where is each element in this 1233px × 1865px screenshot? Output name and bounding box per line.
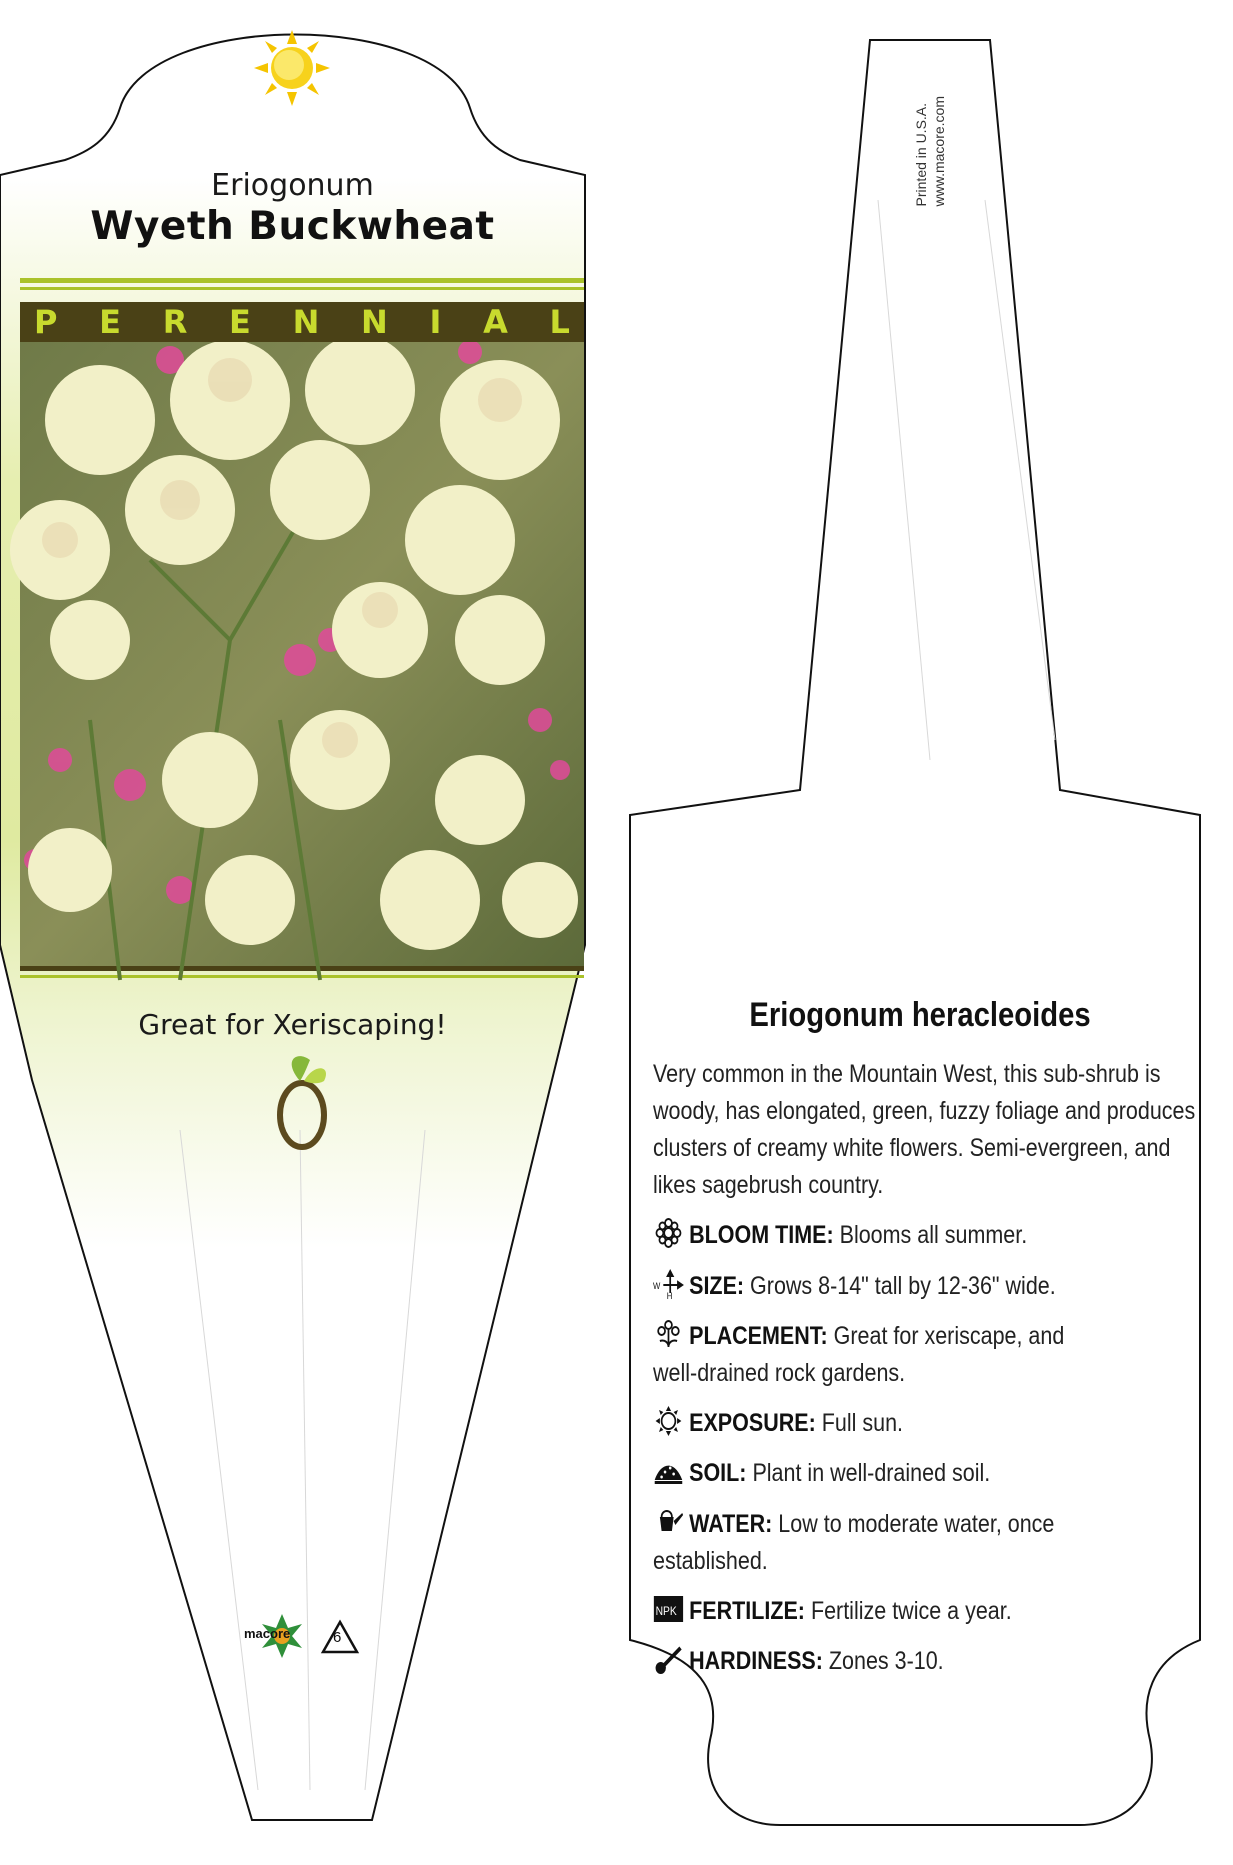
attribute-value: Zones 3-10. (828, 1647, 944, 1675)
category-letter: A (483, 303, 508, 341)
attribute-size (653, 1268, 1066, 1305)
common-name: Wyeth Buckwheat (90, 204, 495, 249)
attribute-value: Full sun. (821, 1409, 904, 1437)
category-letter: R (162, 303, 188, 341)
attribute-value: Blooms all summer. (839, 1221, 1028, 1249)
sun-icon (254, 30, 330, 106)
printed-info (912, 96, 948, 206)
attribute-value: Fertilize twice a year. (810, 1597, 1012, 1625)
category-letter: E (99, 303, 121, 341)
attribute-value: Low to moderate water, once established. (653, 1510, 1055, 1575)
attribute-fertilize (653, 1593, 1066, 1630)
attribute-hardiness (653, 1643, 1066, 1680)
attribute-label: FERTILIZE: (689, 1597, 805, 1625)
attribute-value: Great for xeriscape, and well-drained rock gardens. (653, 1322, 1065, 1387)
attribute-label: SIZE: (689, 1272, 745, 1300)
genus-name: Eriogonum (211, 168, 374, 203)
svg-text:H: H (666, 1290, 673, 1299)
category-letter: N (292, 303, 320, 341)
attribute-value: Grows 8-14" tall by 12-36" wide. (750, 1272, 1056, 1300)
attribute-label: SOIL: (689, 1459, 747, 1487)
category-letter: E (229, 303, 251, 341)
recycle-code: 6 (333, 1629, 342, 1646)
attribute-label: EXPOSURE: (689, 1409, 816, 1437)
attribute-label: HARDINESS: (689, 1647, 823, 1675)
website-line: www.macore.com (931, 96, 947, 207)
attribute-water (653, 1506, 1066, 1580)
attribute-label: WATER: (689, 1510, 773, 1538)
category-letter: I (429, 303, 442, 341)
attribute-bloom-time (653, 1217, 1066, 1254)
tagline: Great for Xeriscaping! (138, 1008, 447, 1041)
svg-text:NPK: NPK (655, 1605, 677, 1619)
placement-plant-icon (653, 1319, 684, 1349)
category-letter: N (361, 303, 388, 341)
attribute-exposure (653, 1405, 1066, 1442)
attribute-label: PLACEMENT: (689, 1322, 828, 1350)
attribute-placement (653, 1318, 1066, 1392)
scientific-name: Eriogonum heracleoides (749, 996, 1091, 1034)
description: Very common in the Mountain West, this sub-shrub is woody, has elongated, green, fuzzy foliage and produces clusters of creamy white flowers. Semi-evergreen, and likes sagebrush country. (653, 1060, 1196, 1199)
watering-can-icon (653, 1507, 684, 1537)
thermometer-icon (653, 1644, 684, 1674)
attribute-label: BLOOM TIME: (689, 1221, 834, 1249)
soil-pile-icon (653, 1456, 684, 1486)
category-letter: L (549, 303, 570, 341)
attribute-value: Plant in well-drained soil. (752, 1459, 991, 1487)
size-arrows-icon (653, 1269, 684, 1299)
fertilizer-bag-icon (653, 1594, 684, 1624)
category-band (20, 302, 584, 342)
category-letter: P (34, 303, 58, 341)
brand-name: macore (244, 1626, 291, 1641)
flower-icon (653, 1218, 684, 1248)
sun-outline-icon (653, 1406, 684, 1436)
svg-text:W: W (653, 1280, 661, 1292)
attribute-soil (653, 1455, 1066, 1492)
flower-photo (10, 335, 584, 980)
printed-line: Printed in U.S.A. (913, 102, 929, 207)
